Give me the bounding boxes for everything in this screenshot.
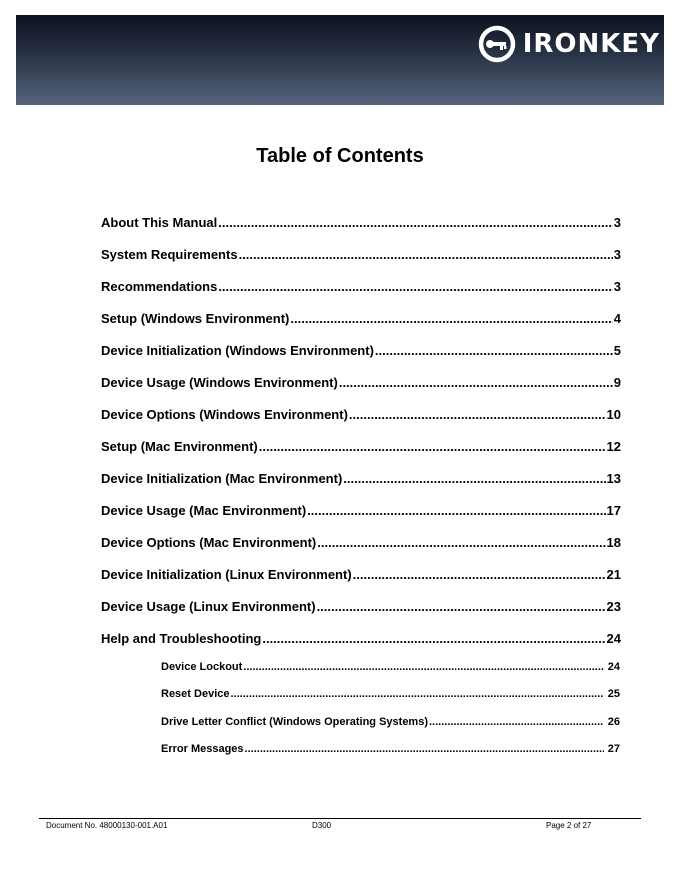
- toc-entry[interactable]: [101, 311, 621, 326]
- toc-entry-page: 4: [613, 311, 621, 326]
- toc-entry-label: Device Usage (Linux Environment): [101, 599, 316, 614]
- toc-entry-label: Setup (Mac Environment): [101, 439, 258, 454]
- toc-entry-page: 21: [606, 567, 621, 582]
- toc-leader: [290, 311, 612, 326]
- toc-subentry-page: 24: [607, 661, 620, 673]
- ironkey-logo: [477, 23, 660, 65]
- toc-entry-page: 3: [613, 215, 621, 230]
- toc-entry-label: Setup (Windows Environment): [101, 311, 290, 326]
- toc-entry-page: 12: [606, 439, 621, 454]
- toc-entry[interactable]: [101, 535, 621, 550]
- ironkey-key-icon: [477, 24, 517, 64]
- toc-entry-label: Device Options (Windows Environment): [101, 407, 348, 422]
- toc-subentry-label: Drive Letter Conflict (Windows Operating Systems): [161, 716, 428, 728]
- toc-entry[interactable]: [101, 375, 621, 390]
- footer-doc-number: Document No. 48000130-001.A01: [46, 821, 168, 830]
- toc-leader: [343, 471, 605, 486]
- toc-subentry[interactable]: [161, 716, 620, 728]
- toc-leader: [307, 503, 605, 518]
- toc-entry-label: Device Options (Mac Environment): [101, 535, 317, 550]
- toc-entry-label: Device Initialization (Mac Environment): [101, 471, 343, 486]
- toc-leader: [239, 247, 613, 262]
- toc-entry[interactable]: [101, 215, 621, 230]
- page-title: Table of Contents: [256, 145, 424, 167]
- toc-entry-label: Device Initialization (Linux Environment): [101, 567, 352, 582]
- toc-subentry-label: Reset Device: [161, 688, 230, 700]
- toc-entry-label: Help and Troubleshooting: [101, 631, 262, 646]
- toc-leader: [375, 343, 613, 358]
- toc-leader: [353, 567, 606, 582]
- toc-subentry-label: Error Messages: [161, 743, 244, 755]
- toc-subentry[interactable]: [161, 661, 620, 673]
- toc-entry[interactable]: [101, 247, 621, 262]
- toc-entry-label: Device Usage (Windows Environment): [101, 375, 338, 390]
- toc-leader: [218, 215, 612, 230]
- toc-entry-page: 24: [606, 631, 621, 646]
- toc-entry-page: 10: [606, 407, 621, 422]
- toc-entry[interactable]: [101, 343, 621, 358]
- toc-subentry-page: 27: [607, 743, 620, 755]
- toc-subentry[interactable]: [161, 743, 620, 755]
- toc-entry-page: 13: [606, 471, 621, 486]
- toc-subentry-label: Device Lockout: [161, 661, 243, 673]
- footer-model: D300: [312, 821, 332, 830]
- toc-entry-label: System Requirements: [101, 247, 238, 262]
- logo-text: IRONKEY: [522, 29, 660, 59]
- toc-entry-page: 3: [613, 247, 621, 262]
- toc-leader: [339, 375, 613, 390]
- toc-entry-page: 3: [613, 279, 621, 294]
- toc-leader: [429, 716, 604, 728]
- footer-divider: [39, 818, 641, 819]
- toc-leader: [243, 661, 603, 673]
- toc-leader: [245, 743, 604, 755]
- toc-entry[interactable]: [101, 631, 621, 646]
- toc-entry-label: About This Manual: [101, 215, 218, 230]
- toc-entry-page: 9: [613, 375, 621, 390]
- toc-leader: [259, 439, 606, 454]
- toc-entry[interactable]: [101, 407, 621, 422]
- toc-entry[interactable]: [101, 567, 621, 582]
- toc-subentry-page: 25: [607, 688, 620, 700]
- toc-entry-page: 5: [613, 343, 621, 358]
- toc-entry[interactable]: [101, 471, 621, 486]
- toc-entry[interactable]: [101, 503, 621, 518]
- toc-leader: [231, 688, 604, 700]
- toc-entry-label: Device Usage (Mac Environment): [101, 503, 307, 518]
- toc-leader: [317, 535, 605, 550]
- toc-subentry[interactable]: [161, 688, 620, 700]
- toc-leader: [218, 279, 612, 294]
- toc-entry[interactable]: [101, 279, 621, 294]
- toc-leader: [262, 631, 605, 646]
- toc-entry[interactable]: [101, 439, 621, 454]
- toc-entry-label: Device Initialization (Windows Environment): [101, 343, 374, 358]
- toc-entry-page: 23: [606, 599, 621, 614]
- toc-leader: [349, 407, 606, 422]
- header-banner: [16, 15, 664, 105]
- toc-subentry-page: 26: [607, 716, 620, 728]
- toc-entry-page: 17: [606, 503, 621, 518]
- toc-entry-label: Recommendations: [101, 279, 218, 294]
- footer-page-number: Page 2 of 27: [546, 821, 592, 830]
- toc-entry[interactable]: [101, 599, 621, 614]
- toc-entry-page: 18: [606, 535, 621, 550]
- toc-leader: [317, 599, 606, 614]
